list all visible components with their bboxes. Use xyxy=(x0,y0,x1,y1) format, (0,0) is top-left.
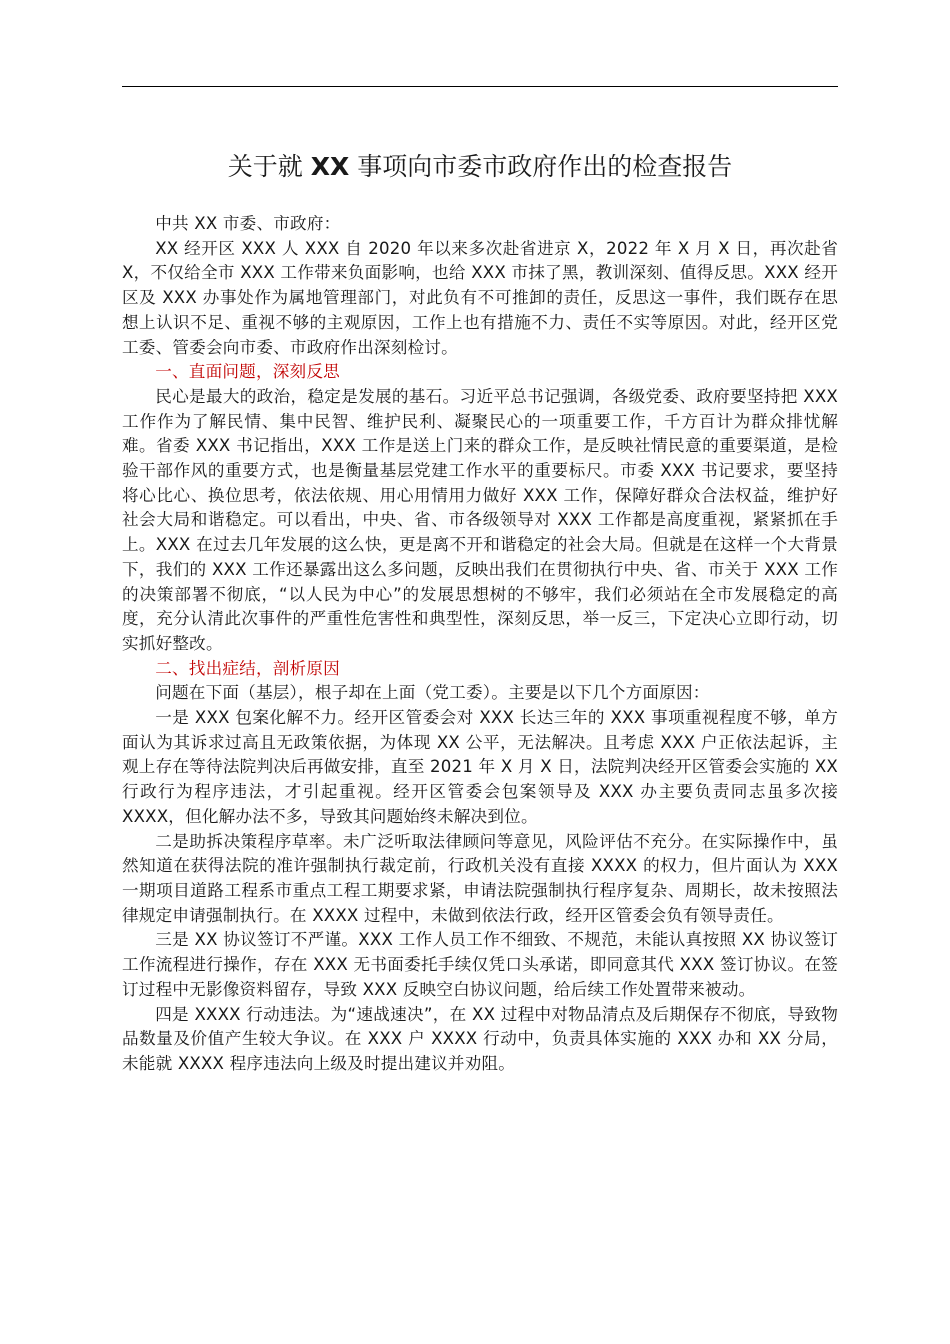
document-body xyxy=(122,212,838,1077)
section-2-paragraph: 三是 XX 协议签订不严谨。XXX 工作人员工作不细致、不规范，未能认真按照 XX 协议签订工作流程进行操作，存在 XXX 无书面委托手续仅凭口头承诺，即同意其代 XXX 签订协议。在签订过程中无影像资料留存，导致 XXX 反映空白协议问题，给后续工作处置带来被动。 xyxy=(122,930,838,999)
title-bold-xx: XX xyxy=(310,152,350,181)
title-prefix: 关于就 xyxy=(227,152,311,181)
title-suffix: 事项向市委市政府作出的检查报告 xyxy=(349,152,733,181)
section-2-paragraph: 一是 XXX 包案化解不力。经开区管委会对 XXX 长达三年的 XXX 事项重视程度不够，单方面认为其诉求过高且无政策依据，为体现 XX 公平，无法解决。且考虑 XXX 户正依法起诉，主观上存在等待法院判决后再做安排，直至 2021 年 X 月 X 日，法院判决经开区管委会实施的 XX 行政行为程序违法，才引起重视。经开区管委会包案领导及 XXX 办主要负责同志虽多次接 XXXX，但化解办法不多，导致其问题始终未解决到位。 xyxy=(122,708,838,826)
section-2-paragraph: 问题在下面（基层），根子却在上面（党工委）。主要是以下几个方面原因： xyxy=(155,683,710,703)
intro-paragraph: XX 经开区 XXX 人 XXX 自 2020 年以来多次赴省进京 X，2022 年 X 月 X 日，再次赴省 X，不仅给全市 XXX 工作带来负面影响，也给 XXX 市抹了黑，教训深刻、值得反思。XXX 经开区及 XXX 办事处作为属地管理部门，对此负有不可推卸的责任，反思这一事件，我们既存在思想上认识不足、重视不够的主观原因，工作上也有措施不力、责任不实等原因。对此，经开区党工委、管委会向市委、市政府作出深刻检讨。 xyxy=(122,238,838,357)
section-2-paragraph: 四是 XXXX 行动违法。为“速战速决”，在 XX 过程中对物品清点及后期保存不彻底，导致物品数量及价值产生较大争议。在 XXX 户 XXXX 行动中，负责具体实施的 XXX 办和 XX 分局，未能就 XXXX 程序违法向上级及时提出建议并劝阻。 xyxy=(122,1004,838,1073)
section-heading-2: 二、找出症结，剖析原因 xyxy=(155,658,340,678)
header-rule xyxy=(122,86,838,87)
section-2-paragraph: 二是助拆决策程序草率。未广泛听取法律顾问等意见，风险评估不充分。在实际操作中，虽然知道在获得法院的准许强制执行裁定前，行政机关没有直接 XXXX 的权力，但片面认为 XXX 一期项目道路工程系市重点工程工期要求紧，申请法院强制执行程序复杂、周期长，故未按照法律规定申请强制执行。在 XXXX 过程中，未做到依法行政，经开区管委会负有领导责任。 xyxy=(122,831,838,925)
section-heading-1: 一、直面问题，深刻反思 xyxy=(155,362,340,382)
document-title xyxy=(122,148,838,186)
section-1-paragraph: 民心是最大的政治，稳定是发展的基石。习近平总书记强调，各级党委、政府要坚持把 XXX 工作作为了解民情、集中民智、维护民利、凝聚民心的一项重要工作，千方百计为群众排忧解难。省委 XXX 书记指出，XXX 工作是送上门来的群众工作，是反映社情民意的重要渠道，是检验干部作风的重要方式，也是衡量基层党建工作水平的重要标尺。市委 XXX 书记要求，要坚持将心比心、换位思考，依法依规、用心用情用力做好 XXX 工作，保障好群众合法权益，维护好社会大局和谐稳定。可以看出，中央、省、市各级领导对 XXX 工作都是高度重视，紧紧抓在手上。XXX 在过去几年发展的这么快，更是离不开和谐稳定的社会大局。但就是在这样一个大背景下，我们的 XXX 工作还暴露出这么多问题，反映出我们在贯彻执行中央、省、市关于 XXX 工作的决策部署不彻底，“以人民为中心”的发展思想树的不够牢，我们必须站在全市发展稳定的高度，充分认清此次事件的严重性危害性和典型性，深刻反思，举一反三，下定决心立即行动，切实抓好整改。 xyxy=(122,386,838,653)
salutation: 中共 XX 市委、市政府： xyxy=(155,214,341,233)
